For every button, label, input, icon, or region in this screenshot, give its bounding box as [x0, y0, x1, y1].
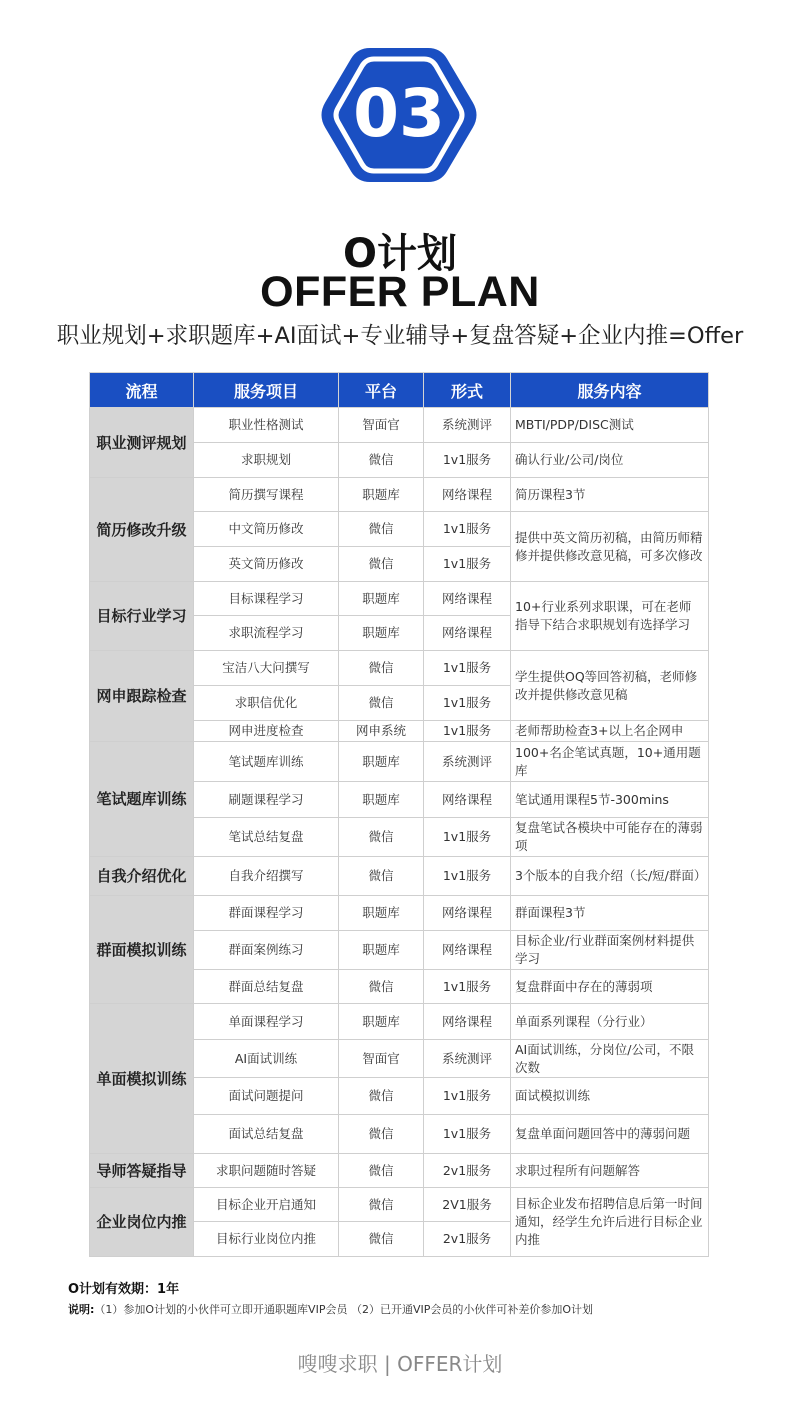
content-cell: MBTI/PDP/DISC测试 [511, 408, 709, 443]
form-cell: 1v1服务 [424, 443, 511, 478]
platform-cell: 职题库 [339, 616, 424, 651]
form-cell: 2v1服务 [424, 1154, 511, 1188]
platform-cell: 职题库 [339, 1004, 424, 1040]
platform-cell: 微信 [339, 1222, 424, 1257]
form-cell: 1v1服务 [424, 1078, 511, 1115]
item-cell: 简历撰写课程 [194, 478, 339, 512]
content-cell: 群面课程3节 [511, 896, 709, 931]
platform-cell: 微信 [339, 818, 424, 857]
plan-title-en: OFFER PLAN [260, 268, 540, 316]
table-row [90, 896, 709, 931]
item-cell: 群面课程学习 [194, 896, 339, 931]
stage-cell: 简历修改升级 [90, 478, 194, 582]
item-cell: 群面案例练习 [194, 931, 339, 970]
content-cell: 3个版本的自我介绍（长/短/群面） [511, 857, 709, 896]
form-cell: 2V1服务 [424, 1188, 511, 1222]
table-row [90, 742, 709, 782]
stage-cell: 企业岗位内推 [90, 1188, 194, 1257]
platform-cell: 网申系统 [339, 721, 424, 742]
platform-cell: 微信 [339, 857, 424, 896]
form-cell: 网络课程 [424, 782, 511, 818]
plan-formula: 职业规划+求职题库+AI面试+专业辅导+复盘答疑+企业内推=Offer [56, 323, 744, 349]
item-cell: 网申进度检查 [194, 721, 339, 742]
explain-note [68, 1301, 768, 1317]
form-cell: 1v1服务 [424, 512, 511, 547]
item-cell: AI面试训练 [194, 1040, 339, 1078]
item-cell: 目标行业岗位内推 [194, 1222, 339, 1257]
content-cell: 学生提供OQ等回答初稿，老师修改并提供修改意见稿 [511, 651, 709, 721]
platform-cell: 职题库 [339, 782, 424, 818]
stage-cell: 目标行业学习 [90, 582, 194, 651]
form-cell: 1v1服务 [424, 686, 511, 721]
item-cell: 求职规划 [194, 443, 339, 478]
item-cell: 英文简历修改 [194, 547, 339, 582]
platform-cell: 微信 [339, 1078, 424, 1115]
form-cell: 网络课程 [424, 896, 511, 931]
content-cell: 复盘群面中存在的薄弱项 [511, 970, 709, 1004]
item-cell: 求职流程学习 [194, 616, 339, 651]
table-row [90, 857, 709, 896]
stage-cell: 导师答疑指导 [90, 1154, 194, 1188]
content-cell: AI面试训练，分岗位/公司，不限次数 [511, 1040, 709, 1078]
form-cell: 1v1服务 [424, 1115, 511, 1154]
table-row [90, 478, 709, 512]
table-row [90, 651, 709, 686]
item-cell: 求职信优化 [194, 686, 339, 721]
number-badge [318, 44, 480, 186]
item-cell: 目标企业开启通知 [194, 1188, 339, 1222]
form-cell: 系统测评 [424, 742, 511, 782]
stage-cell: 职业测评规划 [90, 408, 194, 478]
explain-text: （1）参加O计划的小伙伴可立即开通职题库VIP会员 （2）已开通VIP会员的小伙伴可补差价参加O计划 [94, 1303, 594, 1316]
platform-cell: 微信 [339, 651, 424, 686]
explain-label: 说明: [68, 1303, 95, 1316]
table-row [90, 1154, 709, 1188]
header-form: 形式 [424, 373, 511, 408]
item-cell: 求职问题随时答疑 [194, 1154, 339, 1188]
item-cell: 面试总结复盘 [194, 1115, 339, 1154]
form-cell: 网络课程 [424, 616, 511, 651]
footer-brand: 嗖嗖求职 | OFFER计划 [297, 1352, 503, 1376]
platform-cell: 微信 [339, 512, 424, 547]
header-item: 服务项目 [194, 373, 339, 408]
content-cell: 确认行业/公司/岗位 [511, 443, 709, 478]
item-cell: 笔试总结复盘 [194, 818, 339, 857]
content-cell: 简历课程3节 [511, 478, 709, 512]
form-cell: 网络课程 [424, 478, 511, 512]
content-cell: 求职过程所有问题解答 [511, 1154, 709, 1188]
platform-cell: 职题库 [339, 582, 424, 616]
form-cell: 2v1服务 [424, 1222, 511, 1257]
platform-cell: 微信 [339, 1188, 424, 1222]
platform-cell: 职题库 [339, 478, 424, 512]
service-table [89, 372, 709, 1257]
item-cell: 宝洁八大问撰写 [194, 651, 339, 686]
item-cell: 笔试题库训练 [194, 742, 339, 782]
platform-cell: 微信 [339, 1154, 424, 1188]
form-cell: 系统测评 [424, 408, 511, 443]
content-cell: 10+行业系列求职课，可在老师指导下结合求职规划有选择学习 [511, 582, 709, 651]
form-cell: 1v1服务 [424, 857, 511, 896]
content-cell: 100+名企笔试真题，10+通用题库 [511, 742, 709, 782]
stage-cell: 自我介绍优化 [90, 857, 194, 896]
item-cell: 单面课程学习 [194, 1004, 339, 1040]
table-header-row [90, 373, 709, 408]
item-cell: 中文简历修改 [194, 512, 339, 547]
stage-cell: 笔试题库训练 [90, 742, 194, 857]
content-cell: 目标企业/行业群面案例材料提供学习 [511, 931, 709, 970]
content-cell: 老师帮助检查3+以上名企网申 [511, 721, 709, 742]
form-cell: 1v1服务 [424, 651, 511, 686]
form-cell: 网络课程 [424, 582, 511, 616]
platform-cell: 微信 [339, 1115, 424, 1154]
form-cell: 1v1服务 [424, 547, 511, 582]
header-content: 服务内容 [511, 373, 709, 408]
table-row [90, 1188, 709, 1222]
item-cell: 目标课程学习 [194, 582, 339, 616]
platform-cell: 微信 [339, 443, 424, 478]
stage-cell: 单面模拟训练 [90, 1004, 194, 1154]
form-cell: 1v1服务 [424, 721, 511, 742]
platform-cell: 职题库 [339, 742, 424, 782]
content-cell: 笔试通用课程5节-300mins [511, 782, 709, 818]
plan-notes [68, 1278, 768, 1317]
platform-cell: 职题库 [339, 896, 424, 931]
stage-cell: 群面模拟训练 [90, 896, 194, 1004]
badge-number: 03 [353, 75, 445, 152]
content-cell: 单面系列课程（分行业） [511, 1004, 709, 1040]
platform-cell: 智面官 [339, 1040, 424, 1078]
table-row [90, 408, 709, 443]
validity-note: O计划有效期：1年 [68, 1282, 180, 1297]
plan-title-zh: O计划 [342, 231, 457, 277]
content-cell: 复盘笔试各模块中可能存在的薄弱项 [511, 818, 709, 857]
platform-cell: 微信 [339, 686, 424, 721]
content-cell: 提供中英文简历初稿，由简历师精修并提供修改意见稿，可多次修改 [511, 512, 709, 582]
form-cell: 网络课程 [424, 1004, 511, 1040]
platform-cell: 微信 [339, 970, 424, 1004]
content-cell: 复盘单面问题回答中的薄弱问题 [511, 1115, 709, 1154]
item-cell: 群面总结复盘 [194, 970, 339, 1004]
table-row [90, 582, 709, 616]
item-cell: 职业性格测试 [194, 408, 339, 443]
form-cell: 1v1服务 [424, 970, 511, 1004]
platform-cell: 微信 [339, 547, 424, 582]
platform-cell: 智面官 [339, 408, 424, 443]
header-stage: 流程 [90, 373, 194, 408]
platform-cell: 职题库 [339, 931, 424, 970]
form-cell: 系统测评 [424, 1040, 511, 1078]
item-cell: 面试问题提问 [194, 1078, 339, 1115]
form-cell: 1v1服务 [424, 818, 511, 857]
item-cell: 刷题课程学习 [194, 782, 339, 818]
content-cell: 目标企业发布招聘信息后第一时间通知，经学生允许后进行目标企业内推 [511, 1188, 709, 1257]
form-cell: 网络课程 [424, 931, 511, 970]
header-platform: 平台 [339, 373, 424, 408]
stage-cell: 网申跟踪检查 [90, 651, 194, 742]
table-row [90, 1004, 709, 1040]
item-cell: 自我介绍撰写 [194, 857, 339, 896]
content-cell: 面试模拟训练 [511, 1078, 709, 1115]
